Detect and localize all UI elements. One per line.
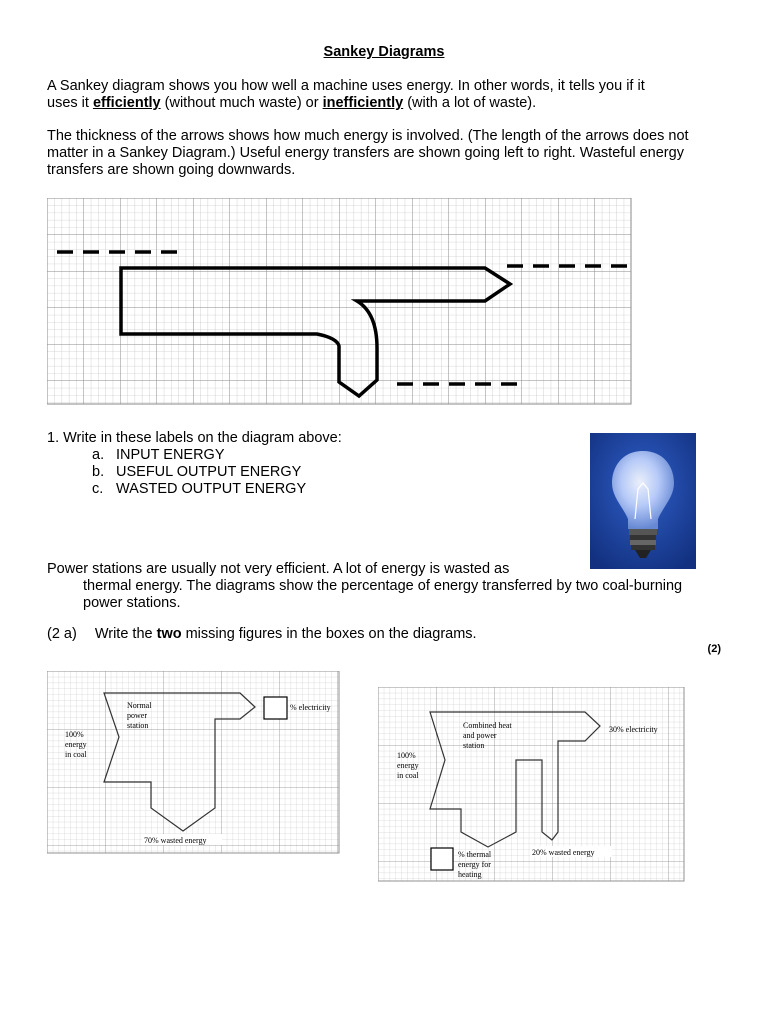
arrows-paragraph: The thickness of the arrows shows how much energy is involved. (The length of the arrows does not matter in a Sankey Diagram.) Useful energy transfers are shown going left to right. Wasteful energy transfers are shown going downwards. (47, 128, 689, 178)
svg-text:in coal: in coal (397, 771, 419, 780)
power-line-rest: thermal energy. The diagrams show the percentage of energy transferred by two coal-burning power stations. (83, 578, 683, 611)
chp-station-diagram (378, 687, 688, 883)
right-thermal-box (431, 848, 453, 870)
question-2a: (2 a) Write the two missing figures in the boxes on the diagrams. (47, 626, 477, 642)
svg-text:station: station (127, 721, 149, 730)
intro-paragraph (47, 78, 717, 112)
svg-text:in coal: in coal (65, 750, 87, 759)
light-bulb-image (590, 433, 696, 569)
svg-text:Normal: Normal (127, 701, 152, 710)
left-waste-label: 70% wasted energy (144, 836, 207, 845)
normal-power-station-diagram (47, 671, 341, 855)
svg-text:% thermal: % thermal (458, 850, 492, 859)
term-inefficiently: inefficiently (322, 95, 404, 111)
term-efficiently: efficiently (92, 95, 161, 111)
question-1-stem: 1. Write in these labels on the diagram above: (47, 430, 342, 446)
svg-text:heating: heating (458, 870, 482, 879)
svg-text:energy: energy (397, 761, 419, 770)
page-title: Sankey Diagrams (323, 44, 445, 60)
power-line-1: Power stations are usually not very efficient. A lot of energy is wasted as (47, 561, 510, 577)
label-item-a: a. INPUT ENERGY (92, 447, 225, 463)
svg-text:Combined heat: Combined heat (463, 721, 512, 730)
svg-text:power: power (127, 711, 147, 720)
sankey-blank-diagram (47, 198, 633, 406)
question-2a-number: (2 a) (47, 626, 77, 642)
svg-text:energy: energy (65, 740, 87, 749)
marks-label: (2) (707, 643, 721, 655)
question-1 (47, 430, 342, 498)
intro-line-1: A Sankey diagram shows you how well a machine uses energy. In other words, it tells you if it (47, 78, 645, 94)
right-waste-label: 20% wasted energy (532, 848, 595, 857)
question-2a-bold-word: two (156, 626, 182, 642)
intro-line-2: uses it efficiently (without much waste) or inefficiently (with a lot of waste). (47, 95, 537, 111)
left-output-label: % electricity (290, 703, 331, 712)
svg-text:100%: 100% (397, 751, 416, 760)
label-item-b: b. USEFUL OUTPUT ENERGY (92, 464, 302, 480)
label-item-c: c. WASTED OUTPUT ENERGY (92, 481, 307, 497)
svg-text:station: station (463, 741, 485, 750)
svg-text:100%: 100% (65, 730, 84, 739)
right-output-label: 30% electricity (609, 725, 658, 734)
svg-text:and power: and power (463, 731, 497, 740)
svg-text:energy for: energy for (458, 860, 491, 869)
power-paragraph (47, 561, 687, 612)
left-electricity-box (264, 697, 287, 719)
